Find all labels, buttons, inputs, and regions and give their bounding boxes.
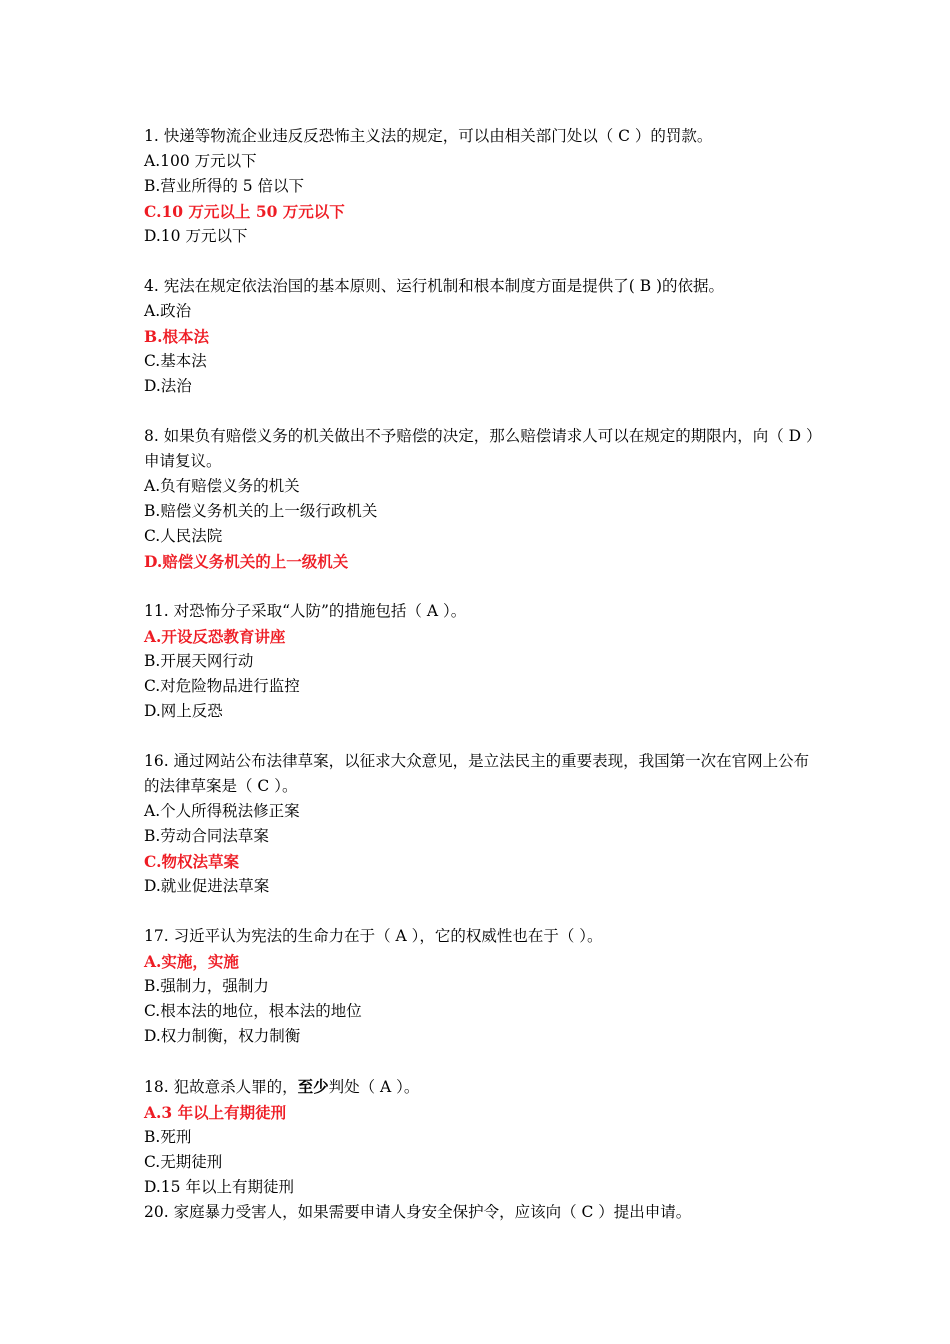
question-20 [144,1200,824,1225]
question-text: 20. 家庭暴力受害人，如果需要申请人身安全保护令，应该向（ C ）提出申请。 [144,1203,692,1221]
question-text-start: 18. 犯故意杀人罪的， [144,1078,298,1096]
option-a: A.100 万元以下 [144,152,257,170]
option-d: D.网上反恐 [144,702,223,720]
option-a: A.负有赔偿义务的机关 [144,477,300,495]
option-a: A.政治 [144,302,192,320]
question-1 [144,124,824,249]
option-a-correct: A.3 年以上有期徒刑 [144,1103,287,1122]
question-text: 1. 快递等物流企业违反反恐怖主义法的规定，可以由相关部门处以（ C ）的罚款。 [144,127,713,145]
option-c: C.对危险物品进行监控 [144,677,300,695]
question-text: 16. 通过网站公布法律草案，以征求大众意见，是立法民主的重要表现，我国第一次在官网上公布的法律草案是（ C ）。 [144,752,810,795]
option-b: B.赔偿义务机关的上一级行政机关 [144,502,378,520]
question-11 [144,599,824,724]
option-b: B.营业所得的 5 倍以下 [144,177,305,195]
question-text-end: 判处（ A ）。 [328,1078,420,1096]
option-c-correct: C.10 万元以上 50 万元以下 [144,202,345,221]
option-b: B.强制力，强制力 [144,977,269,995]
question-list [144,124,824,1250]
question-16 [144,749,824,899]
question-text: 4. 宪法在规定依法治国的基本原则、运行机制和根本制度方面是提供了( B )的依据。 [144,277,725,295]
option-b: B.开展天网行动 [144,652,254,670]
question-text [144,1074,824,1100]
question-text: 8. 如果负有赔偿义务的机关做出不予赔偿的决定，那么赔偿请求人可以在规定的期限内，向（ D ）申请复议。 [144,427,822,470]
option-c-correct: C.物权法草案 [144,852,239,871]
option-b: B.死刑 [144,1128,192,1146]
option-d: D.就业促进法草案 [144,877,270,895]
option-a-correct: A.开设反恐教育讲座 [144,627,286,646]
option-d: D.权力制衡，权力制衡 [144,1027,301,1045]
option-d: D.15 年以上有期徒刑 [144,1178,294,1196]
option-a-correct: A.实施，实施 [144,952,239,971]
option-d-correct: D.赔偿义务机关的上一级机关 [144,552,349,571]
question-17 [144,924,824,1049]
option-c: C.根本法的地位，根本法的地位 [144,1002,362,1020]
option-d: D.10 万元以下 [144,227,248,245]
question-4 [144,274,824,399]
question-text-emphasis: 至少 [297,1077,329,1096]
option-c: C.人民法院 [144,527,223,545]
option-a: A.个人所得税法修正案 [144,802,300,820]
option-b-correct: B.根本法 [144,327,209,346]
option-b: B.劳动合同法草案 [144,827,269,845]
question-text: 17. 习近平认为宪法的生命力在于（ A ），它的权威性也在于（ ）。 [144,927,603,945]
question-text: 11. 对恐怖分子采取“人防”的措施包括（ A ）。 [144,602,467,620]
question-18 [144,1074,824,1200]
option-c: C.基本法 [144,352,207,370]
option-c: C.无期徒刑 [144,1153,223,1171]
question-8 [144,424,824,574]
option-d: D.法治 [144,377,192,395]
